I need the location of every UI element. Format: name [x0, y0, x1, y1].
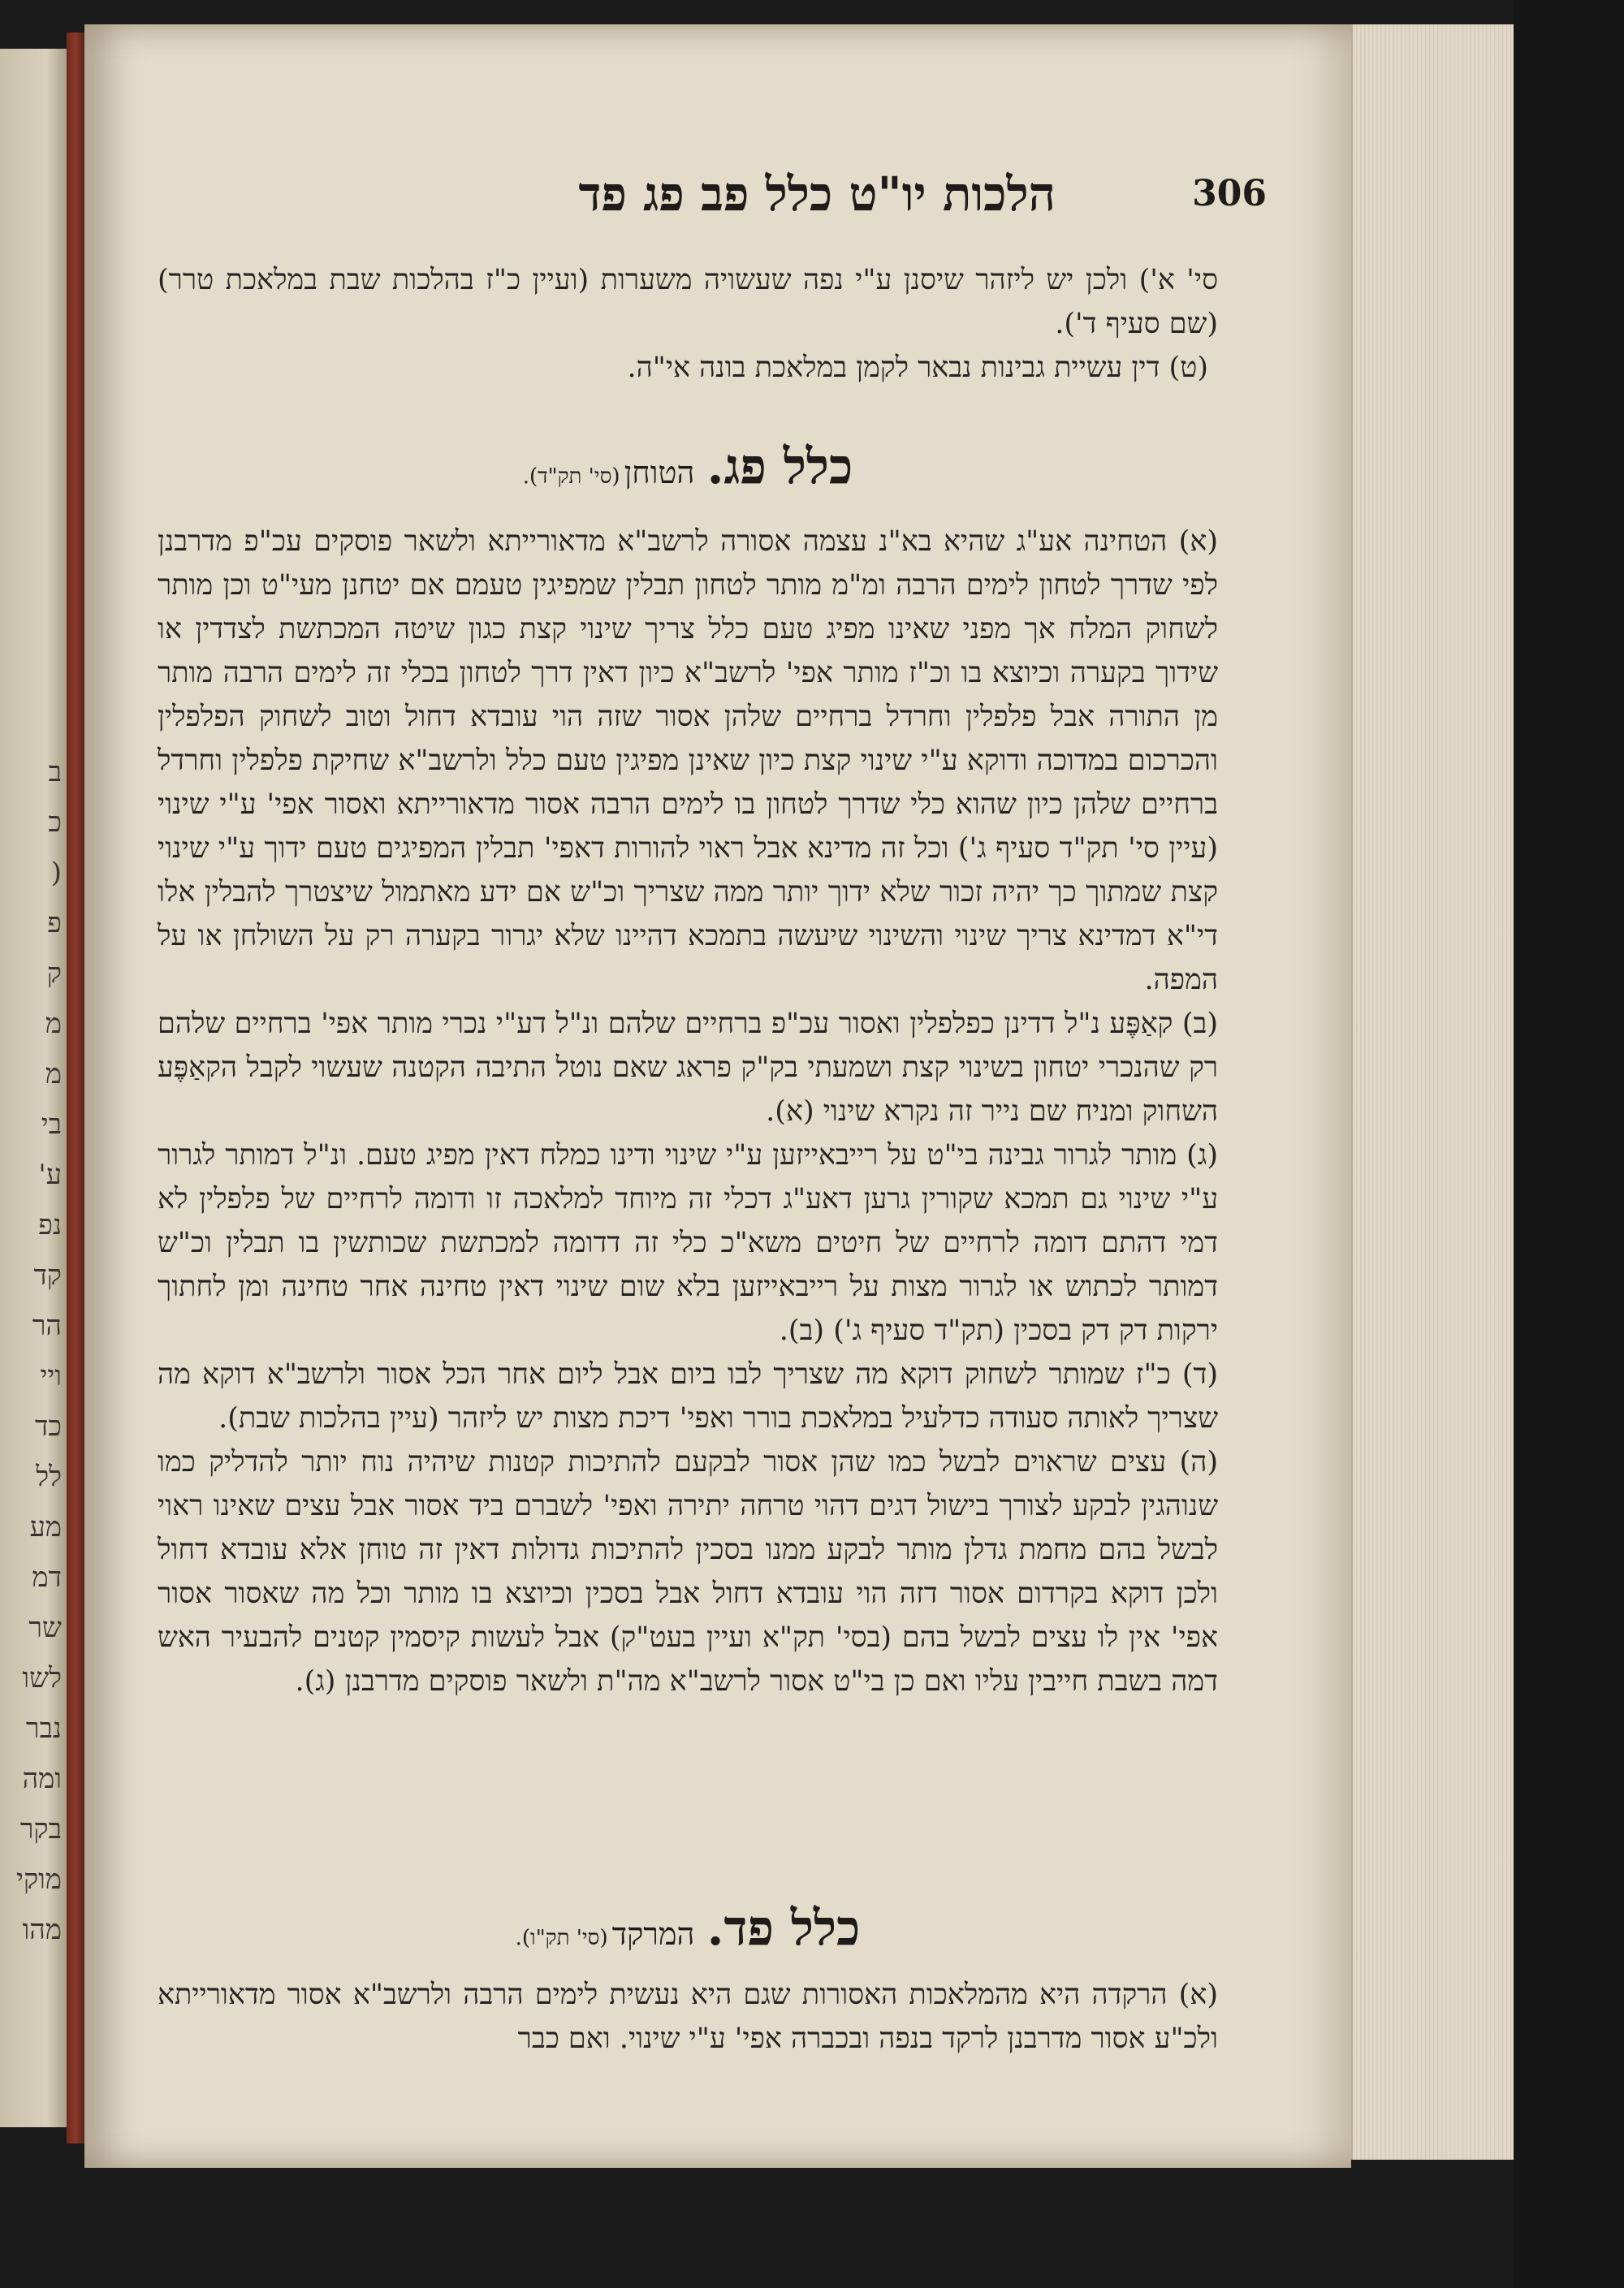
left-page-fragment: ( — [50, 857, 62, 889]
left-page-fragment: קד — [33, 1259, 62, 1292]
page-number: 306 — [1192, 173, 1267, 214]
left-page-fragment: פ — [47, 907, 62, 939]
section-83-body — [158, 520, 1218, 1703]
left-page-fragment: נבר — [25, 1712, 62, 1745]
paragraph-tet: (ט) דין עשיית גבינות נבאר לקמן במלאכת בונה אי"ה. — [627, 352, 1208, 384]
section-84-title: כלל פד. — [706, 1900, 861, 1957]
left-page-fragment: מע — [29, 1511, 62, 1543]
paragraph-alef: (א) הטחינה אע"ג שהיא בא"נ עצמה אסורה לרשב"א מדאורייתא ולשאר פוסקים עכ"פ מדרבנן לפי שדרך לטחון לימים הרבה ומ"מ מותר לטחון תבלין שמפיגין טעמם אם יטחנן מעי"ט וכן מותר לשחוק המלח אך מפני שאינו מפיג טעם כלל צריך שינוי קצת כגון שיטה המכתשת לצדדין או שידוך בקערה וכיוצא בו וכ"ז מותר אפי' לרשב"א כיון דאין דרך לטחון בכלי זה לימים הרבה מותר מן התורה אבל פלפלין וחרדל ברחיים שלהן אסור שזה הוי עובדא דחול וטוב לשחוק הפלפלין והכרכום במדוכה ודוקא ע"י שינוי קצת כיון שאינן מפיגין טעם כלל ולרשב"א שחיקת פלפלין וחרדל ברחיים שלהן כיון שהוא כלי שדרך לטחון בו לימים הרבה אסור מדאורייתא ואסור אפי' ע"י שינוי (עיין סי' תק"ד סעיף ג') וכל זה מדינא אבל ראוי להורות דאפי' תבלין המפיגים טעם ידוך ע"י שינוי קצת שמתוך כך יהיה זכור שלא ידוך יותר ממה שצריך וכ"ש אם ידע מאתמול שיצטרך להבלין אלו די"א דמדינא צריך שינוי והשינוי שיעשה בתמכא דהיינו שלא יגרור בקערה רק על השולחן או על המפה. — [158, 525, 1218, 996]
left-page-fragment: שר — [28, 1612, 62, 1644]
section-84-paragraph-alef: (א) הרקדה היא מהמלאכות האסורות שגם היא נעשית לימים הרבה ולרשב"א אסור מדאורייתא ולכ"ע אסור מדרבנן לרקד בנפה ובכברה אפי' ע"י שינוי. ואם כבר — [158, 1979, 1218, 2055]
section-83-title: כלל פג. — [706, 438, 853, 495]
left-page-fragment: מוקי — [16, 1863, 62, 1896]
paragraph-he: (ה) עצים שראוים לבשל כמו שהן אסור לבקעם להתיכות קטנות שיהיה נוח יותר להדליק כמו שנוהגין לבקע לצורך בישול דגים דהוי טרחה יתירה ואפי' לשברם ביד אסור אבל עצים שאינו ראוי לבשל בהם מחמת גדלן מותר לבקע ממנו בסכין להתיכות גדולות דאין זה טוחן אלא עובדא דחול ולכן דוקא בקרדום אסור דזה הוי עובדא דחול אבל בסכין וכיוצא בו מותר וכל מה שאסור אסור אפי' אין לו עצים לבשל בהם (בסי' תק"א ועיין בעט"ק) אבל לעשות קיסמין קטנים להבעיר האש דמה בשבת חייבין עליו ואם כן בי"ט אסור לרשב"א מה"ת ולשאר פוסקים מדרבנן (ג). — [158, 1446, 1218, 1698]
left-page-fragment: בקר — [19, 1813, 62, 1846]
running-head-title: הלכות יו"ט כלל פב פג פד — [578, 166, 1056, 222]
background — [1514, 0, 1624, 2288]
section-84-subtitle: המרקד — [611, 1916, 695, 1952]
left-page-fragment: לשו — [22, 1662, 62, 1694]
left-page-fragment: ויי — [40, 1360, 62, 1392]
left-page-fragment: מ — [45, 1008, 62, 1040]
paragraph-gimel: (ג) מותר לגרור גבינה בי"ט על רייבאייזען ע"י שינוי ודינו כמלח דאין מפיג טעם. ונ"ל דמותר לגרור ע"י שינוי גם תמכא שקורין גרען דאע"ג דכלי זה מיוחד למלאכה זו ודומה לרחיים של פלפלין לא דמי דהתם דומה לרחיים של חיטים משא"כ כלי זה דדומה למכתשת שכותשין בו תבלין וכ"ש דמותר לכתוש או לגרור מצות על רייבאייזען בלא שום שינוי דאין טחינה אחר טחינה ומן לחתוך ירקות דק דק בסכין (תק"ד סעיף ג') (ב). — [158, 1139, 1219, 1347]
left-page-fragment: כ — [48, 806, 62, 839]
left-page-fragment: ע' — [38, 1159, 62, 1191]
left-page-fragment: לל — [36, 1461, 62, 1493]
left-page-fragments — [13, 747, 62, 1955]
section-84-body — [158, 1973, 1218, 2061]
carryover-line: סי' א') ולכן יש ליזהר שיסנן ע"י נפה שעשויה משערות (ועיין כ"ז בהלכות שבת במלאכת טרר) (שם סעיף ד'). — [158, 264, 1218, 340]
page-block-edges — [1351, 24, 1515, 2160]
left-page-fragment: ק — [46, 957, 62, 990]
left-page-fragment: מהו — [22, 1914, 62, 1946]
left-page-edge — [0, 49, 71, 2127]
section-83-reference: (סי' תק"ד). — [522, 464, 620, 489]
left-page-fragment: נפ — [38, 1209, 62, 1241]
section-83-heading — [158, 438, 1218, 495]
book-cover-edge — [67, 32, 84, 2143]
left-page-fragment: ב — [48, 756, 62, 788]
left-page-fragment: דמ — [32, 1561, 62, 1594]
left-page-fragment: כד — [35, 1410, 62, 1443]
left-page-fragment: בי — [41, 1108, 62, 1141]
section-84-heading — [158, 1900, 1218, 1957]
section-84-reference: (סי' תק"ו). — [515, 1926, 608, 1950]
section-83-subtitle: הטוחן — [624, 455, 695, 490]
running-head — [158, 166, 1267, 223]
left-page-fragment: ומה — [22, 1763, 62, 1795]
paragraph-bet: (ב) קאַפֶּע נ"ל דדינן כפלפלין ואסור עכ"פ ברחיים שלהם ונ"ל דע"י נכרי מותר אפי' ברחיים שלהם רק שהנכרי יטחון בשינוי קצת ושמעתי בק"ק פראג שאם נוטל התיבה הקטנה שעשוי לקבל הקאַפֶּע השחוק ומניח שם נייר זה נקרא שינוי (א). — [158, 1008, 1218, 1128]
carryover-text — [158, 258, 1218, 390]
left-page-fragment: מ — [45, 1058, 62, 1090]
paragraph-dalet: (ד) כ"ז שמותר לשחוק דוקא מה שצריך לבו ביום אבל ליום אחר הכל אסור ולרשב"א דוקא מה שצריך לאותה סעודה כדלעיל במלאכת בורר ואפי' דיכת מצות יש ליזהר (עיין בהלכות שבת). — [158, 1358, 1218, 1435]
left-page-fragment: הר — [32, 1310, 62, 1342]
